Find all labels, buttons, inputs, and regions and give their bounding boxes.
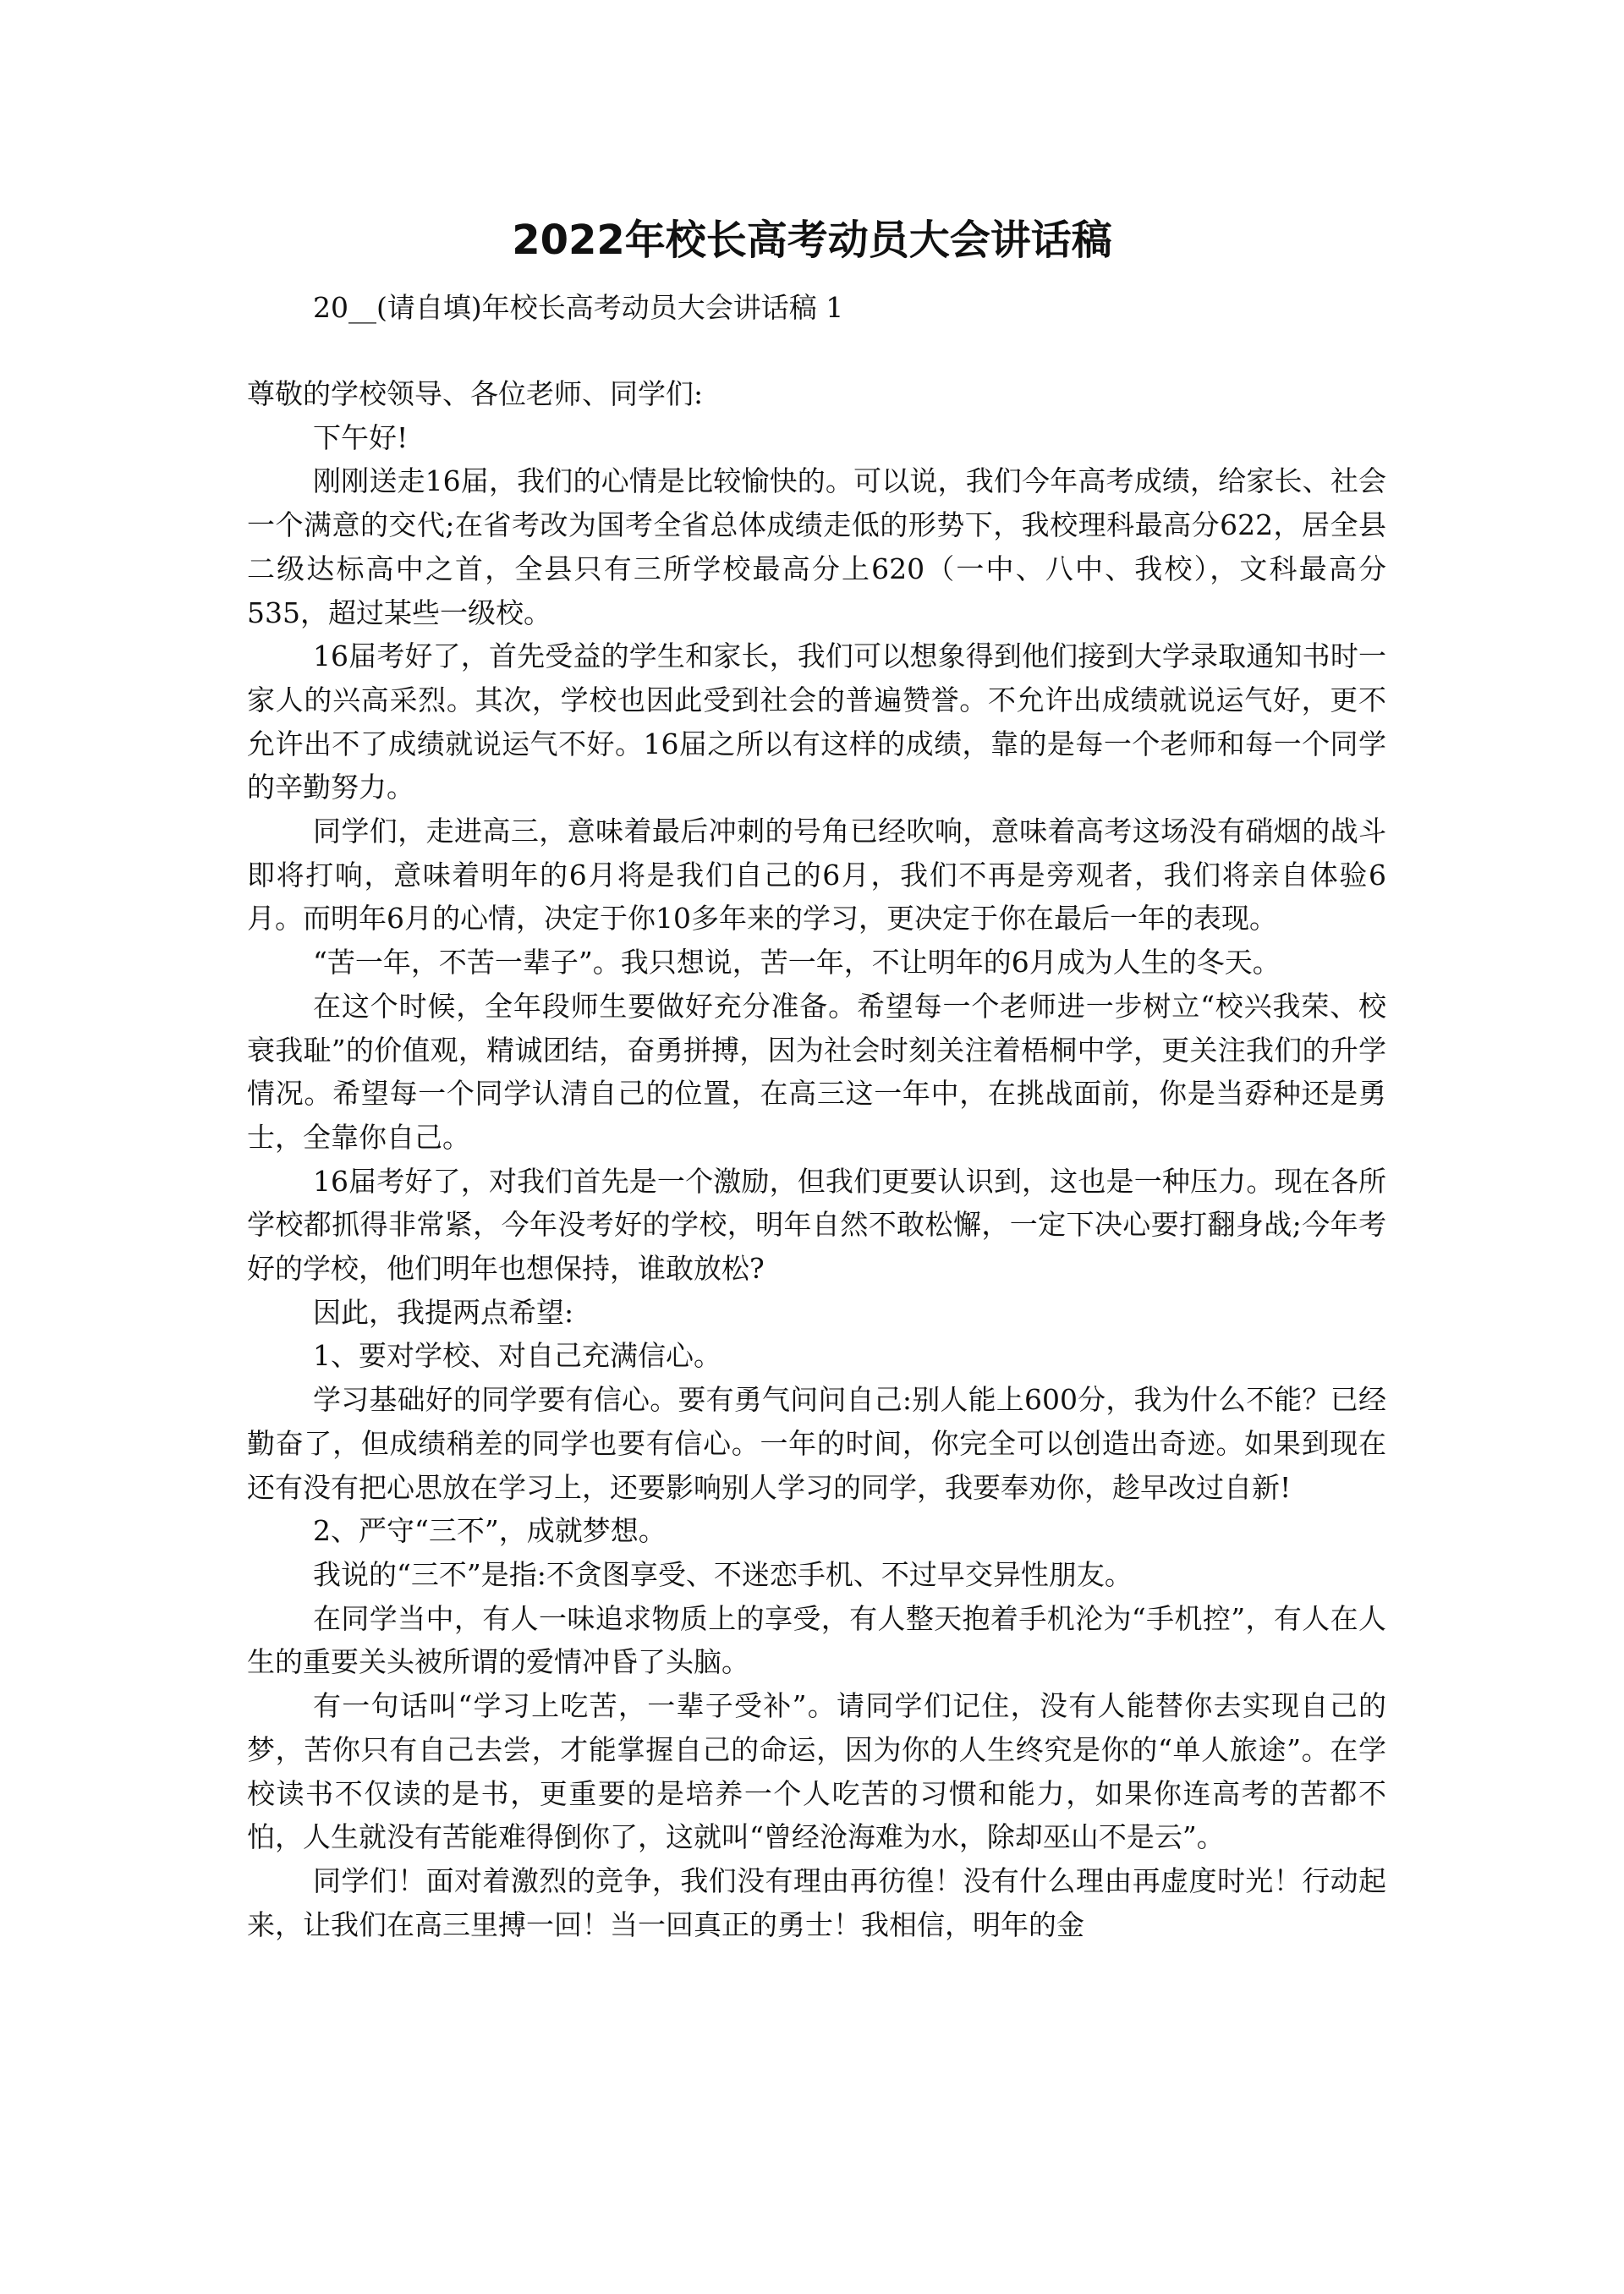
paragraph: 16届考好了，对我们首先是一个激励，但我们更要认识到，这也是一种压力。现在各所学校都抓得非常紧，今年没考好的学校，明年自然不敢松懈，一定下决心要打翻身战;今年考好的学校，他们明年也想保持，谁敢放松? xyxy=(247,1164,1386,1286)
list-heading: 2、严守“三不”，成就梦想。 xyxy=(313,1514,667,1548)
paragraph: 16届考好了，首先受益的学生和家长，我们可以想象得到他们接到大学录取通知书时一家人的兴高采烈。其次，学校也因此受到社会的普遍赞誉。不允许出成绩就说运气好，更不允许出不了成绩就说运气不好。16届之所以有这样的成绩，靠的是每一个老师和每一个同学的辛勤努力。 xyxy=(247,639,1386,804)
document-title: 2022年校长高考动员大会讲话稿 xyxy=(512,217,1112,264)
paragraph: 学习基础好的同学要有信心。要有勇气问问自己:别人能上600分，我为什么不能？已经勤奋了，但成绩稍差的同学也要有信心。一年的时间，你完全可以创造出奇迹。如果到现在还有没有把心思放在学习上，还要影响别人学习的同学，我要奉劝你，趁早改过自新! xyxy=(247,1383,1386,1504)
paragraph: 刚刚送走16届，我们的心情是比较愉快的。可以说，我们今年高考成绩，给家长、社会一个满意的交代;在省考改为国考全省总体成绩走低的形势下，我校理科最高分622，居全县二级达标高中之首，全县只有三所学校最高分上620（一中、八中、我校），文科最高分535，超过某些一级校。 xyxy=(247,464,1386,629)
paragraph: 在这个时候，全年段师生要做好充分准备。希望每一个老师进一步树立“校兴我荣、校衰我耻”的价值观，精诚团结，奋勇拼搏，因为社会时刻关注着梧桐中学，更关注我们的升学情况。希望每一个同学认清自己的位置，在高三这一年中，在挑战面前，你是当孬种还是勇士，全靠你自己。 xyxy=(247,989,1386,1154)
paragraph: 同学们，走进高三，意味着最后冲刺的号角已经吹响，意味着高考这场没有硝烟的战斗即将打响，意味着明年的6月将是我们自己的6月，我们不再是旁观者，我们将亲自体验6月。而明年6月的心情，决定于你10多年来的学习，更决定于你在最后一年的表现。 xyxy=(247,815,1386,936)
paragraph: 我说的“三不”是指:不贪图享受、不迷恋手机、不过早交异性朋友。 xyxy=(313,1557,1133,1591)
paragraph: 因此，我提两点希望: xyxy=(313,1295,574,1329)
salutation: 尊敬的学校领导、各位老师、同学们: xyxy=(247,377,704,410)
paragraph: 有一句话叫“学习上吃苦，一辈子受补”。请同学们记住，没有人能替你去实现自己的梦，苦你只有自己去尝，才能掌握自己的命运，因为你的人生终究是你的“单人旅途”。在学校读书不仅读的是书，更重要的是培养一个人吃苦的习惯和能力，如果你连高考的苦都不怕，人生就没有苦能难得倒你了，这就叫“曾经沧海难为水，除却巫山不是云”。 xyxy=(247,1689,1386,1854)
paragraph: 在同学当中，有人一味追求物质上的享受，有人整天抱着手机沦为“手机控”，有人在人生的重要关头被所谓的爱情冲昏了头脑。 xyxy=(247,1601,1386,1679)
paragraph: “苦一年，不苦一辈子”。我只想说，苦一年，不让明年的6月成为人生的冬天。 xyxy=(313,946,1281,980)
paragraph: 下午好! xyxy=(313,420,409,454)
document-subtitle: 20__(请自填)年校长高考动员大会讲话稿 1 xyxy=(313,291,844,324)
document-body xyxy=(247,372,1386,1946)
list-heading: 1、要对学校、对自己充满信心。 xyxy=(313,1339,721,1373)
paragraph: 同学们！面对着激烈的竞争，我们没有理由再彷徨！没有什么理由再虚度时光！行动起来，让我们在高三里搏一回！当一回真正的勇士！我相信，明年的金 xyxy=(247,1863,1386,1941)
